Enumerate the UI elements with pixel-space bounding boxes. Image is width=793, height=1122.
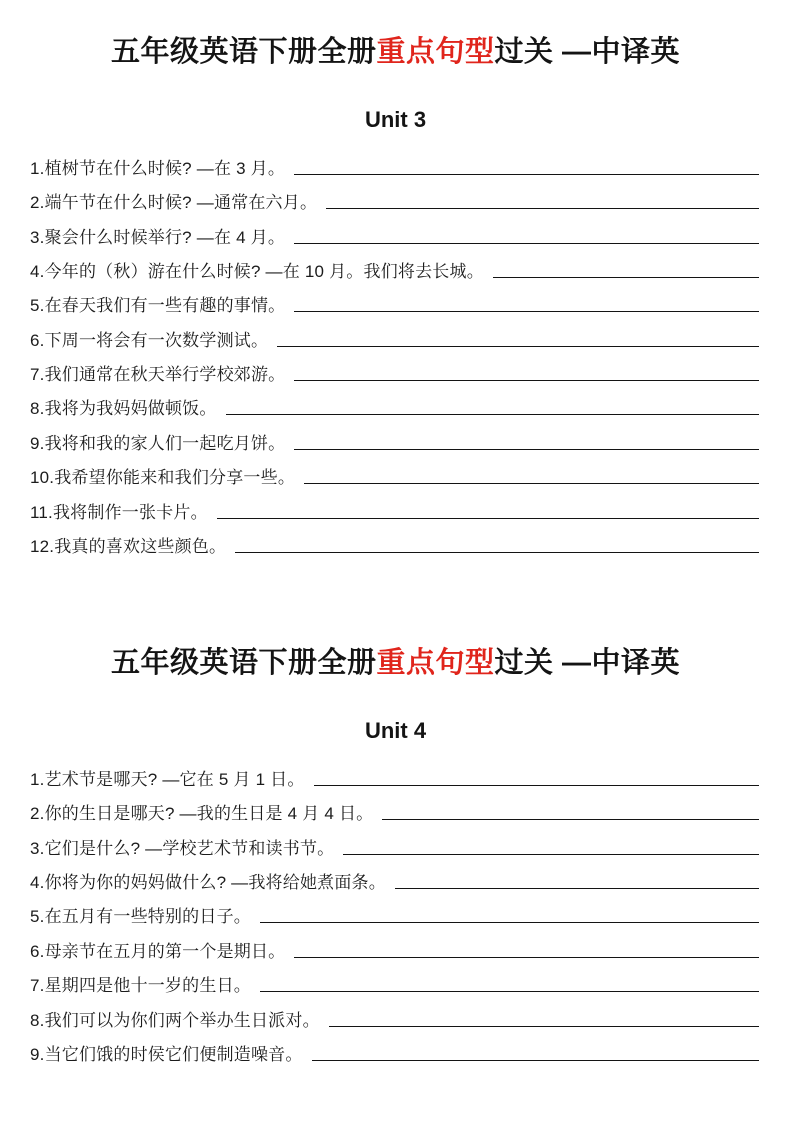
document-title: [30, 36, 761, 69]
answer-blank-line: [493, 277, 759, 278]
answer-blank-line: [395, 888, 759, 889]
worksheet-item: [30, 387, 761, 421]
title-highlight: 重点句型: [376, 36, 495, 68]
worksheet-item: [30, 826, 761, 860]
answer-blank-line: [329, 1026, 759, 1027]
item-text: 11.我将制作一张卡片。: [30, 502, 208, 522]
item-text: 3.聚会什么时候举行? —在 4 月。: [30, 227, 286, 247]
unit-heading: Unit 4: [364, 718, 427, 744]
worksheet-item: [30, 284, 761, 318]
worksheet-item: [30, 861, 761, 895]
item-text: 5.在春天我们有一些有趣的事情。: [30, 296, 286, 316]
item-text: 4.你将为你的妈妈做什么? —我将给她煮面条。: [30, 872, 386, 892]
title-highlight: 重点句型: [376, 647, 495, 680]
section-unit-3: [30, 36, 761, 559]
item-text: 9.当它们饿的时侯它们便制造噪音。: [30, 1044, 303, 1064]
worksheet-item: [30, 353, 761, 387]
item-list: [30, 146, 761, 559]
item-text: 4.今年的（秋）游在什么时候? —在 10 月。我们将去长城。: [30, 261, 484, 281]
answer-blank-line: [382, 819, 759, 820]
item-text: 7.我们通常在秋天举行学校郊游。: [30, 365, 286, 385]
worksheet-item: [30, 964, 761, 998]
item-text: 1.植树节在什么时候? —在 3 月。: [30, 158, 286, 178]
item-text: 12.我真的喜欢这些颜色。: [30, 537, 227, 557]
item-text: 8.我们可以为你们两个举办生日派对。: [30, 1010, 320, 1030]
worksheet-item: [30, 421, 761, 455]
answer-blank-line: [314, 785, 759, 786]
section-unit-4: [30, 647, 761, 1067]
answer-blank-line: [226, 414, 759, 415]
answer-blank-line: [304, 483, 759, 484]
worksheet-item: [30, 456, 761, 490]
answer-blank-line: [294, 243, 759, 244]
answer-blank-line: [294, 174, 759, 175]
worksheet-item: [30, 525, 761, 559]
item-text: 7.星期四是他十一岁的生日。: [30, 976, 251, 996]
unit-heading: Unit 3: [364, 107, 427, 133]
item-text: 2.端午节在什么时候? —通常在六月。: [30, 193, 318, 213]
worksheet-item: [30, 318, 761, 352]
answer-blank-line: [294, 449, 759, 450]
item-text: 6.下周一将会有一次数学测试。: [30, 330, 269, 350]
answer-blank-line: [294, 311, 759, 312]
answer-blank-line: [294, 957, 759, 958]
document-title: [30, 647, 761, 680]
answer-blank-line: [217, 518, 759, 519]
item-text: 9.我将和我的家人们一起吃月饼。: [30, 433, 286, 453]
title-suffix: 过关 —中译英: [494, 647, 681, 680]
answer-blank-line: [312, 1060, 759, 1061]
answer-blank-line: [235, 552, 759, 553]
item-text: 6.母亲节在五月的第一个是期日。: [30, 941, 286, 961]
title-prefix: 五年级英语下册全册: [110, 36, 377, 68]
worksheet-item: [30, 895, 761, 929]
item-list: [30, 757, 761, 1067]
title-suffix: 过关 —中译英: [494, 36, 681, 68]
worksheet-item: [30, 1033, 761, 1067]
worksheet-item: [30, 215, 761, 249]
worksheet-item: [30, 998, 761, 1032]
worksheet-item: [30, 250, 761, 284]
item-text: 2.你的生日是哪天? —我的生日是 4 月 4 日。: [30, 804, 374, 824]
worksheet-item: [30, 490, 761, 524]
answer-blank-line: [277, 346, 759, 347]
worksheet-item: [30, 929, 761, 963]
worksheet-item: [30, 181, 761, 215]
answer-blank-line: [294, 380, 759, 381]
answer-blank-line: [343, 854, 759, 855]
worksheet-item: [30, 146, 761, 180]
item-text: 3.它们是什么? —学校艺术节和读书节。: [30, 838, 335, 858]
title-prefix: 五年级英语下册全册: [110, 647, 377, 680]
item-text: 10.我希望你能来和我们分享一些。: [30, 468, 296, 488]
answer-blank-line: [326, 208, 759, 209]
worksheet-item: [30, 757, 761, 791]
worksheet-item: [30, 792, 761, 826]
answer-blank-line: [260, 922, 759, 923]
item-text: 8.我将为我妈妈做顿饭。: [30, 399, 217, 419]
item-text: 5.在五月有一些特别的日子。: [30, 907, 251, 927]
item-text: 1.艺术节是哪天? —它在 5 月 1 日。: [30, 769, 305, 789]
answer-blank-line: [260, 991, 759, 992]
